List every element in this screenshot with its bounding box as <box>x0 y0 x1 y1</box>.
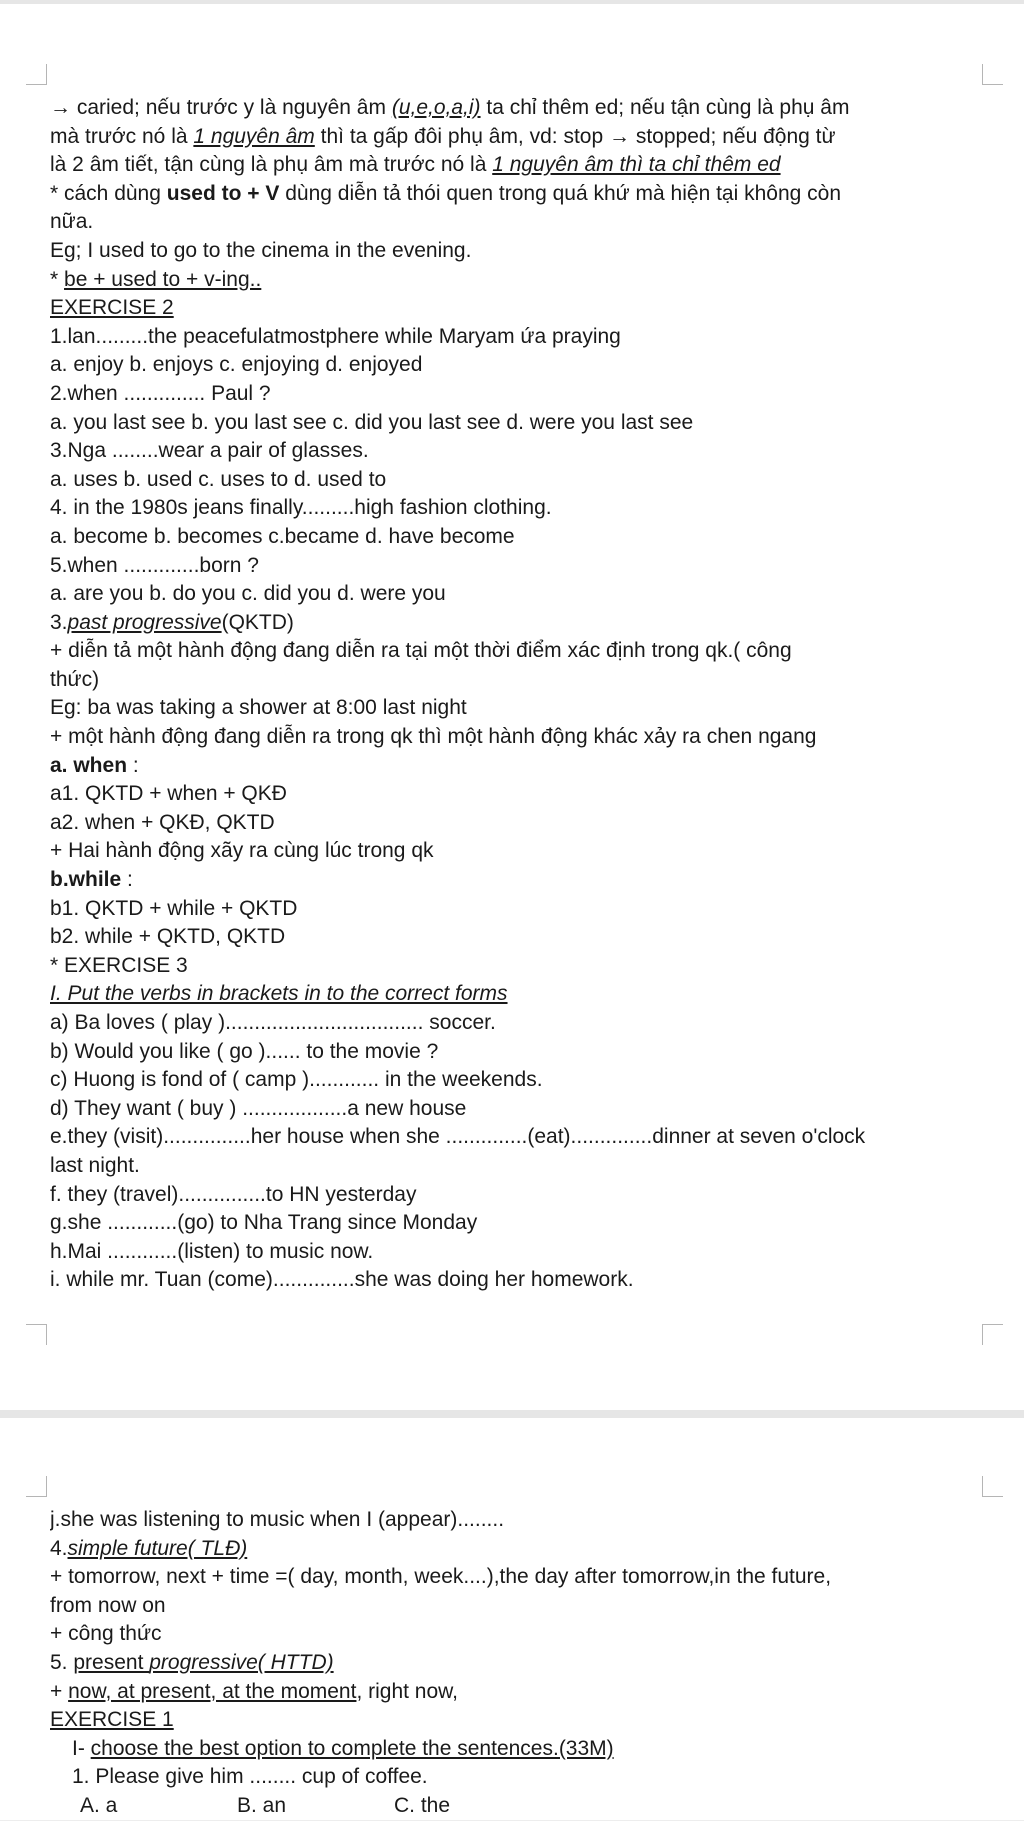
text-run: c) Huong is fond of ( camp )............ in the weekends. <box>50 1068 543 1092</box>
text-run: choose the best option to complete the sentences.(33M) <box>90 1736 614 1760</box>
text-line <box>50 723 994 752</box>
text-line <box>50 1678 994 1707</box>
text-line <box>50 694 994 723</box>
text-line <box>50 523 994 552</box>
document-page-1 <box>0 4 1024 1410</box>
text-line <box>50 1706 994 1735</box>
text-run: * cách dùng <box>50 181 167 205</box>
text-run: b1. QKTD + while + QKTD <box>50 896 298 920</box>
text-run: + tomorrow, next + time =( day, month, week....),the day after tomorrow,in the future, <box>50 1565 832 1589</box>
text-line <box>50 208 994 237</box>
text-line <box>50 323 994 352</box>
text-run: a2. when + QKĐ, QKTD <box>50 810 275 834</box>
text-run: a. when <box>50 753 128 777</box>
text-run: a. are you b. do you c. did you d. were you <box>50 582 446 606</box>
text-run: , right now, <box>356 1679 459 1703</box>
text-line <box>50 580 994 609</box>
text-run: 1. Please give him ........ cup of coffee. <box>72 1765 428 1789</box>
text-run: nữa. <box>50 210 94 234</box>
text-line <box>50 151 994 180</box>
text-line <box>50 466 994 495</box>
text-line <box>50 1649 994 1678</box>
text-line <box>50 1266 994 1295</box>
text-line <box>50 380 994 409</box>
text-run: h.Mai ............(listen) to music now. <box>50 1239 374 1263</box>
text-line <box>50 409 994 438</box>
text-line <box>50 952 994 981</box>
text-run: b2. while + QKTD, QKTD <box>50 925 286 949</box>
page-margin-mark <box>982 64 1003 85</box>
text-line <box>50 294 994 323</box>
text-run: a1. QKTD + when + QKĐ <box>50 782 287 806</box>
text-run: EXERCISE 2 <box>50 296 174 320</box>
text-line <box>50 266 994 295</box>
text-line <box>50 866 994 895</box>
text-run: Eg: ba was taking a shower at 8:00 last night <box>50 696 467 720</box>
text-line <box>50 837 994 866</box>
text-run: I. Put the verbs in brackets in to the correct forms <box>50 982 508 1006</box>
text-run: là 2 âm tiết, tận cùng là phụ âm mà trước nó là <box>50 153 493 177</box>
text-run: progressive( HTTD) <box>149 1650 334 1674</box>
text-run: I- <box>72 1736 91 1760</box>
text-line <box>50 351 994 380</box>
text-line <box>50 780 994 809</box>
text-run: d) They want ( buy ) ..................a new house <box>50 1096 467 1120</box>
document-page-2 <box>0 1418 1024 1820</box>
page-separator <box>0 1410 1024 1418</box>
text-run: 5.when .............born ? <box>50 553 259 577</box>
text-line <box>50 180 994 209</box>
text-line <box>50 1763 994 1792</box>
page-margin-mark <box>26 64 47 85</box>
text-run: 4. in the 1980s jeans finally.........high fashion clothing. <box>50 496 552 520</box>
text-run: thức) <box>50 667 100 691</box>
text-run: 1 nguyên âm <box>193 124 315 148</box>
text-run: a) Ba loves ( play ).................................. soccer. <box>50 1011 496 1034</box>
text-run: j.she was listening to music when I (appear)........ <box>50 1508 505 1531</box>
answer-option: C. the <box>394 1793 451 1817</box>
text-run: e.they (visit)...............her house when she ..............(eat)..............dinner at seven o'clock <box>50 1125 866 1149</box>
text-line <box>50 237 994 266</box>
text-run: present <box>73 1650 150 1674</box>
text-line <box>50 609 994 638</box>
text-run: mà trước nó là <box>50 124 194 148</box>
text-line <box>50 1238 994 1267</box>
text-run: dùng diễn tả thói quen trong quá khứ mà hiện tại không còn <box>279 181 842 205</box>
text-line <box>50 637 994 666</box>
text-run: a. become b. becomes c.became d. have become <box>50 524 515 548</box>
text-line <box>50 1095 994 1124</box>
text-run: * EXERCISE 3 <box>50 953 188 977</box>
text-run: used to + V <box>166 181 280 205</box>
page-margin-mark <box>26 1324 47 1345</box>
text-run: 4. <box>50 1536 68 1560</box>
text-line <box>50 1009 994 1038</box>
text-run: + một hành động đang diễn ra trong qk thì một hành động khác xảy ra chen ngang <box>50 725 817 749</box>
text-run: (QKTD) <box>221 610 294 634</box>
text-line <box>50 1563 994 1592</box>
text-line <box>50 1209 994 1238</box>
text-line <box>50 895 994 924</box>
text-run: f. they (travel)...............to HN yesterday <box>50 1182 417 1206</box>
text-run: a. uses b. used c. uses to d. used to <box>50 467 387 491</box>
text-line <box>50 1592 994 1621</box>
text-line <box>50 1152 994 1181</box>
text-run: i. while mr. Tuan (come)..............she was doing her homework. <box>50 1268 634 1292</box>
text-line <box>50 1535 994 1564</box>
text-run: * <box>50 267 65 291</box>
text-run: b) Would you like ( go )...... to the movie ? <box>50 1039 439 1063</box>
text-run: 3.Nga ........wear a pair of glasses. <box>50 439 369 463</box>
text-run: + <box>50 1679 69 1703</box>
text-line <box>50 437 994 466</box>
page-2-text <box>50 1506 994 1821</box>
page-margin-mark <box>26 1476 47 1497</box>
page-1-text <box>50 94 994 1295</box>
text-run: : <box>127 753 139 777</box>
answer-option: B. an <box>237 1793 287 1817</box>
text-run: a. enjoy b. enjoys c. enjoying d. enjoyed <box>50 353 423 377</box>
text-line <box>50 1506 994 1535</box>
text-line <box>50 94 994 123</box>
text-line <box>50 1181 994 1210</box>
page-margin-mark <box>982 1476 1003 1497</box>
text-run: + Hai hành động xãy ra cùng lúc trong qk <box>50 839 434 863</box>
text-run: → caried; nếu trước y là nguyên âm <box>50 96 392 119</box>
text-line <box>50 494 994 523</box>
text-line <box>50 1620 994 1649</box>
text-run: EXERCISE 1 <box>50 1708 174 1732</box>
text-run: g.she ............(go) to Nha Trang since Monday <box>50 1211 478 1235</box>
text-run: ta chỉ thêm ed; nếu tận cùng là phụ âm <box>480 96 850 119</box>
text-line <box>50 752 994 781</box>
text-run: last night. <box>50 1153 140 1177</box>
text-line <box>50 923 994 952</box>
text-run: from now on <box>50 1593 166 1617</box>
text-run: 1 nguyên âm thì ta chỉ thêm ed <box>492 153 781 177</box>
text-run: Eg; I used to go to the cinema in the evening. <box>50 238 472 262</box>
text-run: past progressive <box>67 610 222 634</box>
text-run: 3. <box>50 610 68 634</box>
text-run: + diễn tả một hành động đang diễn ra tại một thời điểm xác định trong qk.( công <box>50 639 792 663</box>
text-run: b.while <box>50 868 122 892</box>
text-line <box>50 809 994 838</box>
text-line <box>50 123 994 152</box>
text-run: simple future( TLĐ) <box>67 1536 248 1560</box>
text-line <box>50 666 994 695</box>
page-margin-mark <box>982 1324 1003 1345</box>
text-line <box>50 1792 994 1821</box>
text-run: (u,e,o,a,i) <box>391 96 481 119</box>
text-run: a. you last see b. you last see c. did you last see d. were you last see <box>50 410 694 434</box>
text-run: 2.when .............. Paul ? <box>50 381 271 405</box>
text-line <box>50 552 994 581</box>
text-run: now, at present, at the moment <box>68 1679 357 1703</box>
text-line <box>50 1123 994 1152</box>
text-run: 5. <box>50 1650 74 1674</box>
text-run: 1.lan.........the peacefulatmostphere while Maryam ứa praying <box>50 324 621 348</box>
text-run: thì ta gấp đôi phụ âm, vd: stop → stopped; nếu động từ <box>314 124 836 148</box>
text-run: be + used to + v-ing.. <box>64 267 262 291</box>
text-line <box>50 1038 994 1067</box>
text-line <box>50 1066 994 1095</box>
text-run: + công thức <box>50 1622 162 1646</box>
text-line <box>50 980 994 1009</box>
text-line <box>50 1735 994 1764</box>
answer-option: A. a <box>80 1793 118 1817</box>
text-run: : <box>121 868 133 892</box>
